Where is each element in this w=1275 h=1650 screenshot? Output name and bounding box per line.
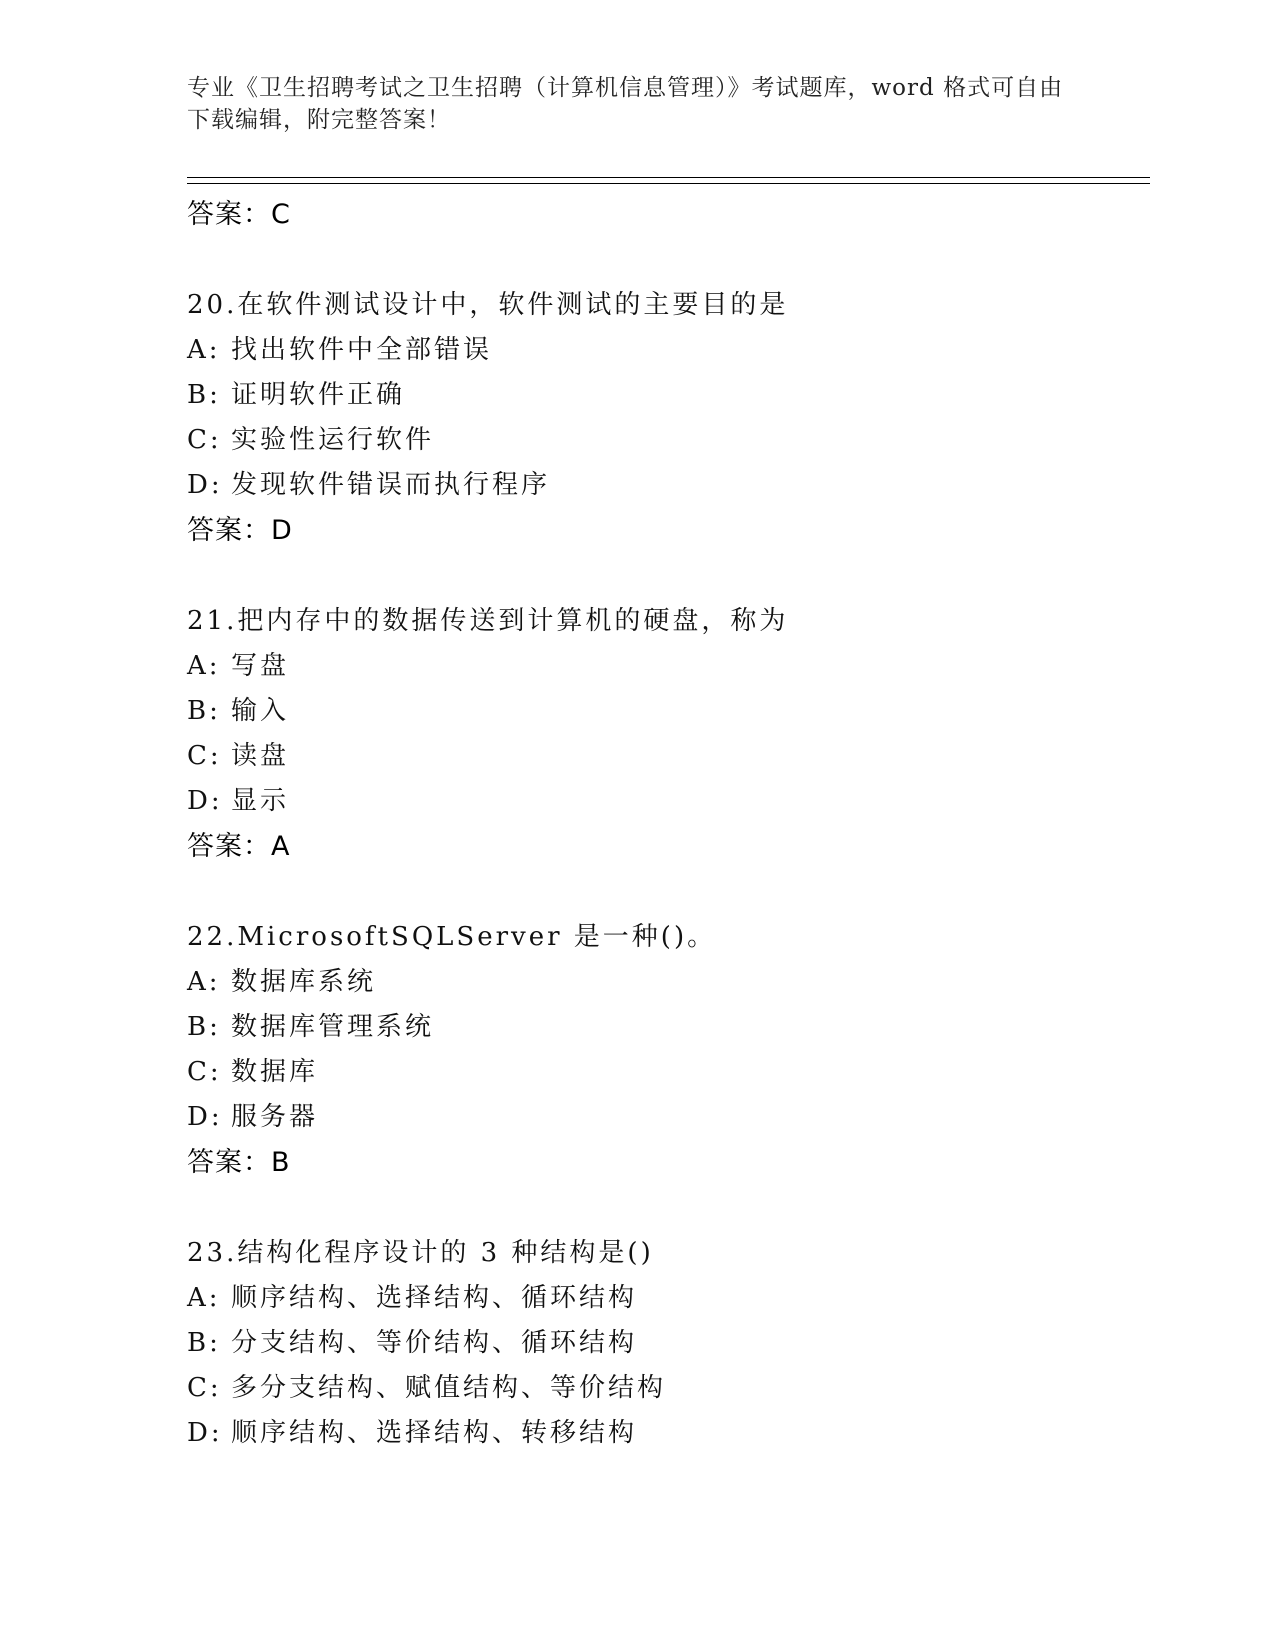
option-text: 输入 [231,696,290,726]
option-text: 证明软件正确 [231,380,406,410]
option-text: 写盘 [231,651,290,681]
option-text: 显示 [231,786,290,816]
option-d [187,463,1150,508]
question-spacer [187,553,1150,599]
option-a [187,644,1150,689]
option-text: 数据库系统 [231,967,377,997]
option-letter: C: [187,1373,222,1403]
answer-line: 答案：D [187,515,293,546]
option-a [187,960,1150,1005]
question-text: 把内存中的数据传送到计算机的硬盘，称为 [237,606,789,636]
option-c [187,1050,1150,1095]
option-b [187,1005,1150,1050]
document-body [187,192,1150,1456]
option-text: 数据库管理系统 [231,1012,435,1042]
option-text: 发现软件错误而执行程序 [231,470,551,500]
option-letter: B: [187,1328,221,1358]
question-number: 22. [187,922,238,952]
option-a [187,328,1150,373]
question-spacer [187,237,1150,283]
question-spacer [187,1185,1150,1231]
option-text: 实验性运行软件 [231,425,435,455]
option-text: 数据库 [231,1057,319,1087]
question-stem [187,599,1150,644]
question-text: MicrosoftSQLServer 是一种()。 [237,922,717,952]
option-letter: B: [187,1012,221,1042]
option-letter: D: [187,1102,223,1132]
question-stem [187,283,1150,328]
option-text: 分支结构、等价结构、循环结构 [231,1328,638,1358]
option-letter: A: [187,967,221,997]
option-letter: C: [187,1057,222,1087]
option-text: 找出软件中全部错误 [231,335,493,365]
document-header [187,72,1067,136]
option-a [187,1276,1150,1321]
option-text: 顺序结构、选择结构、转移结构 [231,1418,638,1448]
option-d [187,779,1150,824]
option-letter: C: [187,425,222,455]
question-stem [187,1231,1150,1276]
option-b [187,689,1150,734]
option-c [187,1366,1150,1411]
question-text: 在软件测试设计中，软件测试的主要目的是 [237,290,789,320]
option-b [187,1321,1150,1366]
option-letter: D: [187,1418,223,1448]
answer-line: 答案：C [187,199,291,230]
question-number: 20. [187,290,238,320]
answer-line: 答案：A [187,831,291,862]
option-c [187,418,1150,463]
option-letter: B: [187,696,221,726]
question-stem [187,915,1150,960]
option-d [187,1095,1150,1140]
option-text: 服务器 [231,1102,319,1132]
question-block [187,915,1150,1185]
option-b [187,373,1150,418]
question-number: 23. [187,1238,238,1268]
option-c [187,734,1150,779]
option-letter: B: [187,380,221,410]
option-text: 顺序结构、选择结构、循环结构 [231,1283,638,1313]
option-text: 多分支结构、赋值结构、等价结构 [231,1373,667,1403]
question-text: 结构化程序设计的 3 种结构是() [237,1238,654,1268]
header-double-rule [187,177,1150,184]
question-number: 21. [187,606,238,636]
option-letter: C: [187,741,222,771]
question-block [187,283,1150,553]
document-header-title: 专业《卫生招聘考试之卫生招聘（计算机信息管理）》考试题库，word 格式可自由下载编辑，附完整答案！ [187,75,1064,133]
option-letter: A: [187,1283,221,1313]
question-block [187,599,1150,869]
question-spacer [187,869,1150,915]
option-letter: D: [187,470,223,500]
question-block [187,1231,1150,1456]
option-text: 读盘 [231,741,290,771]
option-letter: D: [187,786,223,816]
answer-line: 答案：B [187,1147,291,1178]
option-letter: A: [187,335,221,365]
option-d [187,1411,1150,1456]
option-letter: A: [187,651,221,681]
